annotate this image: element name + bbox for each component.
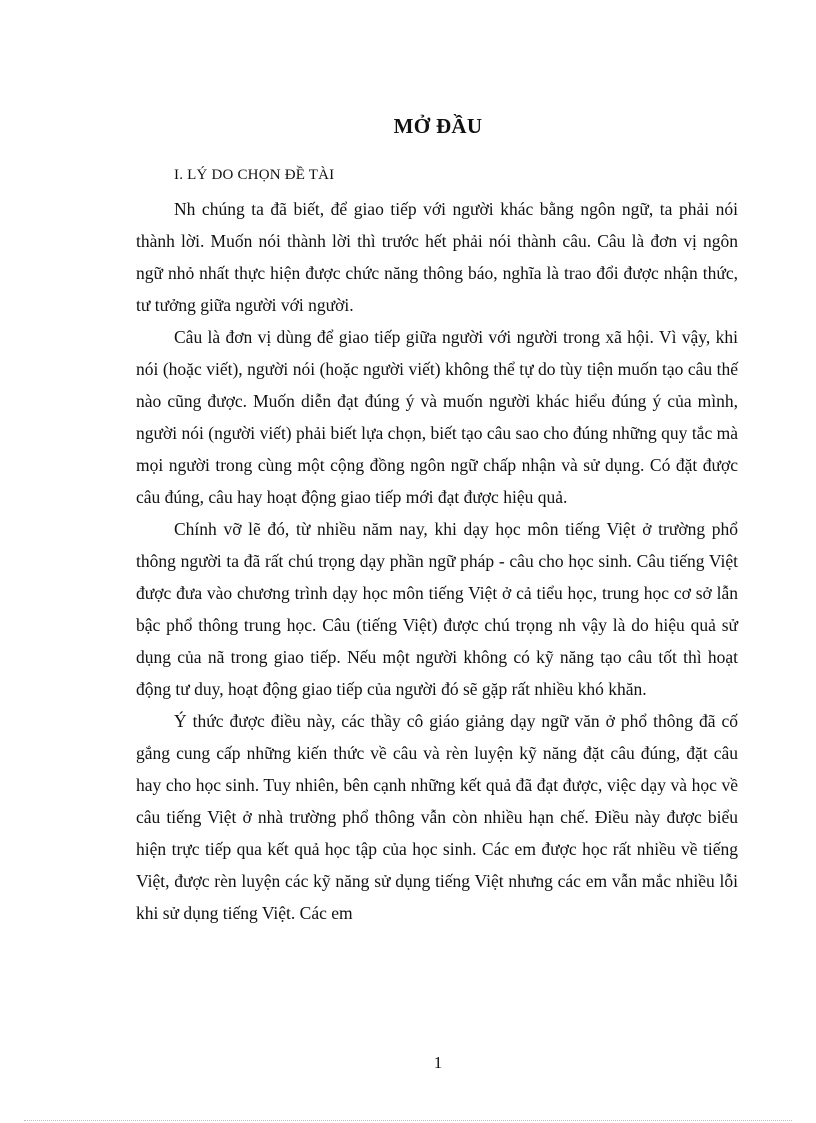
section-heading: I. LÝ DO CHỌN ĐỀ TÀI <box>174 167 335 183</box>
paragraph-4: Ý thức được điều này, các thầy cô giáo giảng dạy ngữ văn ở phổ thông đã cố gắng cung cấp những kiến thức về câu và rèn luyện kỹ năng đặt câu đúng, đặt câu hay cho học sinh. Tuy nhiên, bên cạnh những kết quả đã đạt được, việc dạy và học về câu tiếng Việt ở nhà trường phổ thông vẫn còn nhiều hạn chế. Điều này được biểu hiện trực tiếp qua kết quả học tập của học sinh. Các em được học rất nhiều về tiếng Việt, được rèn luyện các kỹ năng sử dụng tiếng Việt nhưng các em vẫn mắc nhiều lỗi khi sử dụng tiếng Việt. Các em <box>136 711 738 923</box>
paragraph-1: Nh chúng ta đã biết, để giao tiếp với người khác bằng ngôn ngữ, ta phải nói thành lời. Muốn nói thành lời thì trước hết phải nói thành câu. Câu là đơn vị ngôn ngữ nhỏ nhất thực hiện được chức năng thông báo, nghĩa là trao đổi được nhận thức, tư tưởng giữa người với người. <box>136 199 738 315</box>
footer-divider <box>24 1120 792 1121</box>
paragraph-3: Chính vỡ lẽ đó, từ nhiều năm nay, khi dạy học môn tiếng Việt ở trường phổ thông người ta đã rất chú trọng dạy phần ngữ pháp - câu cho học sinh. Câu tiếng Việt được đưa vào chương trình dạy học môn tiếng Việt ở cả tiểu học, trung học cơ sở lẫn bậc phổ thông trung học. Câu (tiếng Việt) được chú trọng nh vậy là do hiệu quả sử dụng của nã trong giao tiếp. Nếu một người không có kỹ năng tạo câu tốt thì hoạt động tư duy, hoạt động giao tiếp của người đó sẽ gặp rất nhiều khó khăn. <box>136 519 738 699</box>
body-text <box>136 193 738 929</box>
paragraph-2: Câu là đơn vị dùng để giao tiếp giữa người với người trong xã hội. Vì vậy, khi nói (hoặc viết), người nói (hoặc người viết) không thể tự do tùy tiện muốn tạo câu thế nào cũng được. Muốn diễn đạt đúng ý và muốn người khác hiểu đúng ý của mình, người nói (người viết) phải biết lựa chọn, biết tạo câu sao cho đúng những quy tắc mà mọi người trong cùng một cộng đồng ngôn ngữ chấp nhận và sử dụng. Có đặt được câu đúng, câu hay hoạt động giao tiếp mới đạt được hiệu quả. <box>136 327 738 507</box>
page-number: 1 <box>433 1053 443 1072</box>
document-title: MỞ ĐẦU <box>393 114 483 138</box>
